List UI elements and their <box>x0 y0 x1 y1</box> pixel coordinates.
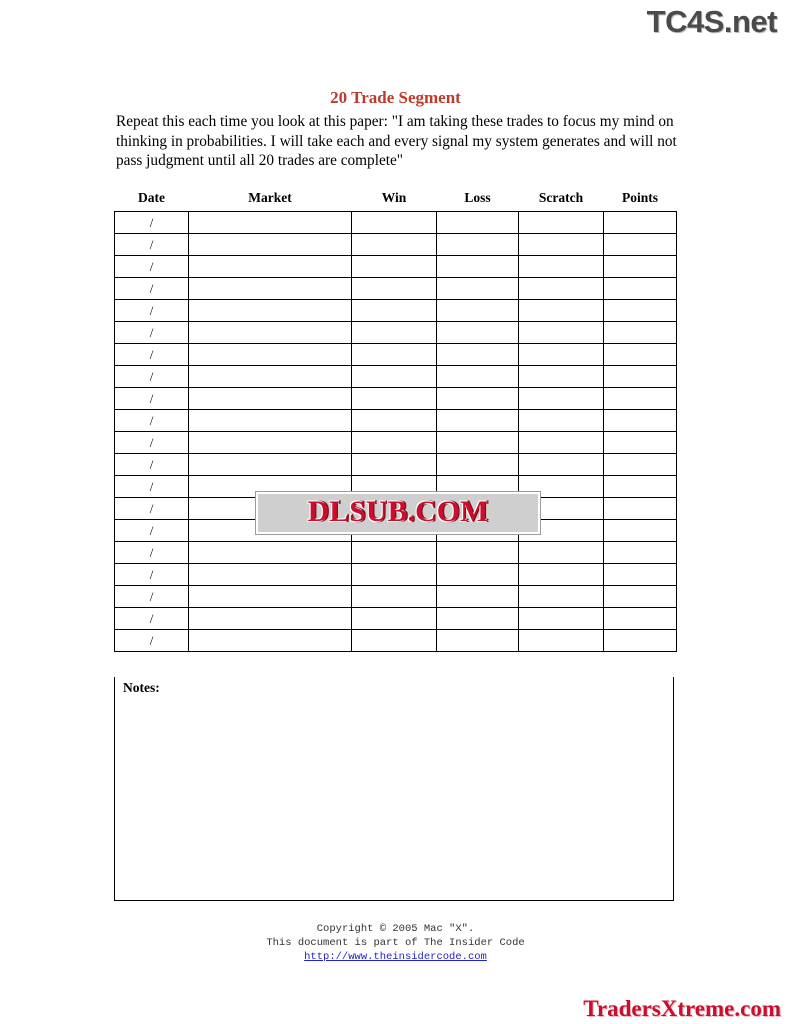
cell-scratch[interactable] <box>519 454 604 476</box>
cell-date[interactable]: / <box>115 344 189 366</box>
cell-date[interactable]: / <box>115 300 189 322</box>
table-row <box>115 344 677 366</box>
table-row <box>115 300 677 322</box>
intro-paragraph: Repeat this each time you look at this paper: "I am taking these trades to focus my mind on thinking in probabilities. I will take each and every signal my system generates and will not pass judgment until all 20 trades are complete" <box>116 113 677 169</box>
cell-loss[interactable] <box>437 586 519 608</box>
cell-market[interactable] <box>189 564 352 586</box>
column-header-win: Win <box>381 190 407 205</box>
cell-date[interactable]: / <box>115 278 189 300</box>
cell-market[interactable] <box>189 234 352 256</box>
cell-win[interactable] <box>352 256 437 278</box>
cell-scratch[interactable] <box>519 322 604 344</box>
table-row <box>115 586 677 608</box>
cell-win[interactable] <box>352 344 437 366</box>
page-title: 20 Trade Segment <box>330 88 461 107</box>
cell-points[interactable] <box>604 586 677 608</box>
cell-win[interactable] <box>352 300 437 322</box>
cell-points[interactable] <box>604 322 677 344</box>
cell-scratch[interactable] <box>519 300 604 322</box>
cell-date[interactable]: / <box>115 630 189 652</box>
cell-win[interactable] <box>352 630 437 652</box>
cell-date[interactable]: / <box>115 432 189 454</box>
table-row <box>115 212 677 234</box>
cell-points[interactable] <box>604 388 677 410</box>
cell-points[interactable] <box>604 630 677 652</box>
table-header-row <box>115 190 677 212</box>
cell-loss[interactable] <box>437 608 519 630</box>
table-body <box>115 212 677 652</box>
table-header <box>115 190 677 212</box>
watermark: DLSUB.COM <box>256 492 540 534</box>
cell-points[interactable] <box>604 520 677 542</box>
cell-loss[interactable] <box>437 432 519 454</box>
cell-points[interactable] <box>604 432 677 454</box>
cell-win[interactable] <box>352 542 437 564</box>
cell-loss[interactable] <box>437 454 519 476</box>
cell-market[interactable] <box>189 366 352 388</box>
cell-loss[interactable] <box>437 410 519 432</box>
table-row <box>115 432 677 454</box>
cell-scratch[interactable] <box>519 212 604 234</box>
cell-market[interactable] <box>189 432 352 454</box>
cell-date[interactable]: / <box>115 256 189 278</box>
cell-points[interactable] <box>604 234 677 256</box>
cell-win[interactable] <box>352 388 437 410</box>
cell-win[interactable] <box>352 278 437 300</box>
cell-loss[interactable] <box>437 366 519 388</box>
cell-points[interactable] <box>604 410 677 432</box>
cell-points[interactable] <box>604 564 677 586</box>
cell-market[interactable] <box>189 454 352 476</box>
cell-loss[interactable] <box>437 278 519 300</box>
cell-points[interactable] <box>604 256 677 278</box>
cell-points[interactable] <box>604 344 677 366</box>
cell-points[interactable] <box>604 300 677 322</box>
cell-win[interactable] <box>352 212 437 234</box>
footer-document-note: This document is part of The Insider Code <box>266 937 525 949</box>
cell-scratch[interactable] <box>519 278 604 300</box>
cell-date[interactable]: / <box>115 234 189 256</box>
cell-date[interactable]: / <box>115 454 189 476</box>
cell-market[interactable] <box>189 586 352 608</box>
cell-date[interactable]: / <box>115 564 189 586</box>
cell-win[interactable] <box>352 322 437 344</box>
table-row <box>115 630 677 652</box>
cell-points[interactable] <box>604 366 677 388</box>
cell-win[interactable] <box>352 608 437 630</box>
footer-copyright: Copyright © 2005 Mac "X". <box>316 923 475 935</box>
cell-market[interactable] <box>189 256 352 278</box>
cell-win[interactable] <box>352 586 437 608</box>
cell-scratch[interactable] <box>519 344 604 366</box>
trades-table-container <box>114 190 676 652</box>
cell-market[interactable] <box>189 542 352 564</box>
table-row <box>115 366 677 388</box>
cell-win[interactable] <box>352 234 437 256</box>
cell-date[interactable]: / <box>115 388 189 410</box>
cell-date[interactable]: / <box>115 498 189 520</box>
table-row <box>115 256 677 278</box>
cell-win[interactable] <box>352 410 437 432</box>
cell-date[interactable]: / <box>115 322 189 344</box>
cell-scratch[interactable] <box>519 542 604 564</box>
cell-scratch[interactable] <box>519 586 604 608</box>
cell-scratch[interactable] <box>519 608 604 630</box>
cell-loss[interactable] <box>437 344 519 366</box>
table-row <box>115 410 677 432</box>
column-header-date: Date <box>138 190 165 205</box>
cell-market[interactable] <box>189 344 352 366</box>
column-header-points: Points <box>621 190 658 205</box>
cell-win[interactable] <box>352 366 437 388</box>
cell-win[interactable] <box>352 564 437 586</box>
cell-market[interactable] <box>189 608 352 630</box>
cell-scratch[interactable] <box>519 366 604 388</box>
cell-scratch[interactable] <box>519 388 604 410</box>
footer-link[interactable]: http://www.theinsidercode.com <box>304 951 487 963</box>
footer <box>0 922 791 964</box>
cell-loss[interactable] <box>437 542 519 564</box>
cell-market[interactable] <box>189 300 352 322</box>
site-brand-bottom: TradersXtreme.com <box>583 996 781 1021</box>
table-row <box>115 234 677 256</box>
cell-date[interactable]: / <box>115 586 189 608</box>
cell-date[interactable]: / <box>115 366 189 388</box>
table-row <box>115 542 677 564</box>
cell-date[interactable]: / <box>115 520 189 542</box>
cell-market[interactable] <box>189 388 352 410</box>
table-row <box>115 454 677 476</box>
cell-date[interactable]: / <box>115 476 189 498</box>
cell-scratch[interactable] <box>519 234 604 256</box>
cell-date[interactable]: / <box>115 542 189 564</box>
column-header-market: Market <box>248 190 292 205</box>
cell-scratch[interactable] <box>519 410 604 432</box>
cell-points[interactable] <box>604 542 677 564</box>
cell-points[interactable] <box>604 212 677 234</box>
cell-points[interactable] <box>604 498 677 520</box>
column-header-loss: Loss <box>464 190 491 205</box>
cell-date[interactable]: / <box>115 212 189 234</box>
cell-win[interactable] <box>352 454 437 476</box>
table-row <box>115 278 677 300</box>
table-row <box>115 564 677 586</box>
cell-scratch[interactable] <box>519 630 604 652</box>
column-header-scratch: Scratch <box>538 190 584 205</box>
table-row <box>115 322 677 344</box>
cell-loss[interactable] <box>437 322 519 344</box>
cell-points[interactable] <box>604 476 677 498</box>
cell-points[interactable] <box>604 608 677 630</box>
cell-scratch[interactable] <box>519 564 604 586</box>
cell-win[interactable] <box>352 432 437 454</box>
cell-market[interactable] <box>189 322 352 344</box>
cell-loss[interactable] <box>437 300 519 322</box>
notes-label: Notes: <box>123 680 160 695</box>
cell-points[interactable] <box>604 454 677 476</box>
table-row <box>115 608 677 630</box>
cell-date[interactable]: / <box>115 608 189 630</box>
cell-loss[interactable] <box>437 256 519 278</box>
cell-market[interactable] <box>189 410 352 432</box>
cell-market[interactable] <box>189 212 352 234</box>
notes-area[interactable] <box>114 677 674 901</box>
cell-points[interactable] <box>604 278 677 300</box>
cell-scratch[interactable] <box>519 432 604 454</box>
table-row <box>115 388 677 410</box>
cell-loss[interactable] <box>437 564 519 586</box>
trades-table <box>114 190 677 652</box>
cell-scratch[interactable] <box>519 256 604 278</box>
site-brand-top: TC4S.net <box>646 4 777 39</box>
cell-market[interactable] <box>189 630 352 652</box>
cell-market[interactable] <box>189 278 352 300</box>
cell-loss[interactable] <box>437 388 519 410</box>
cell-loss[interactable] <box>437 630 519 652</box>
cell-loss[interactable] <box>437 234 519 256</box>
cell-loss[interactable] <box>437 212 519 234</box>
cell-date[interactable]: / <box>115 410 189 432</box>
